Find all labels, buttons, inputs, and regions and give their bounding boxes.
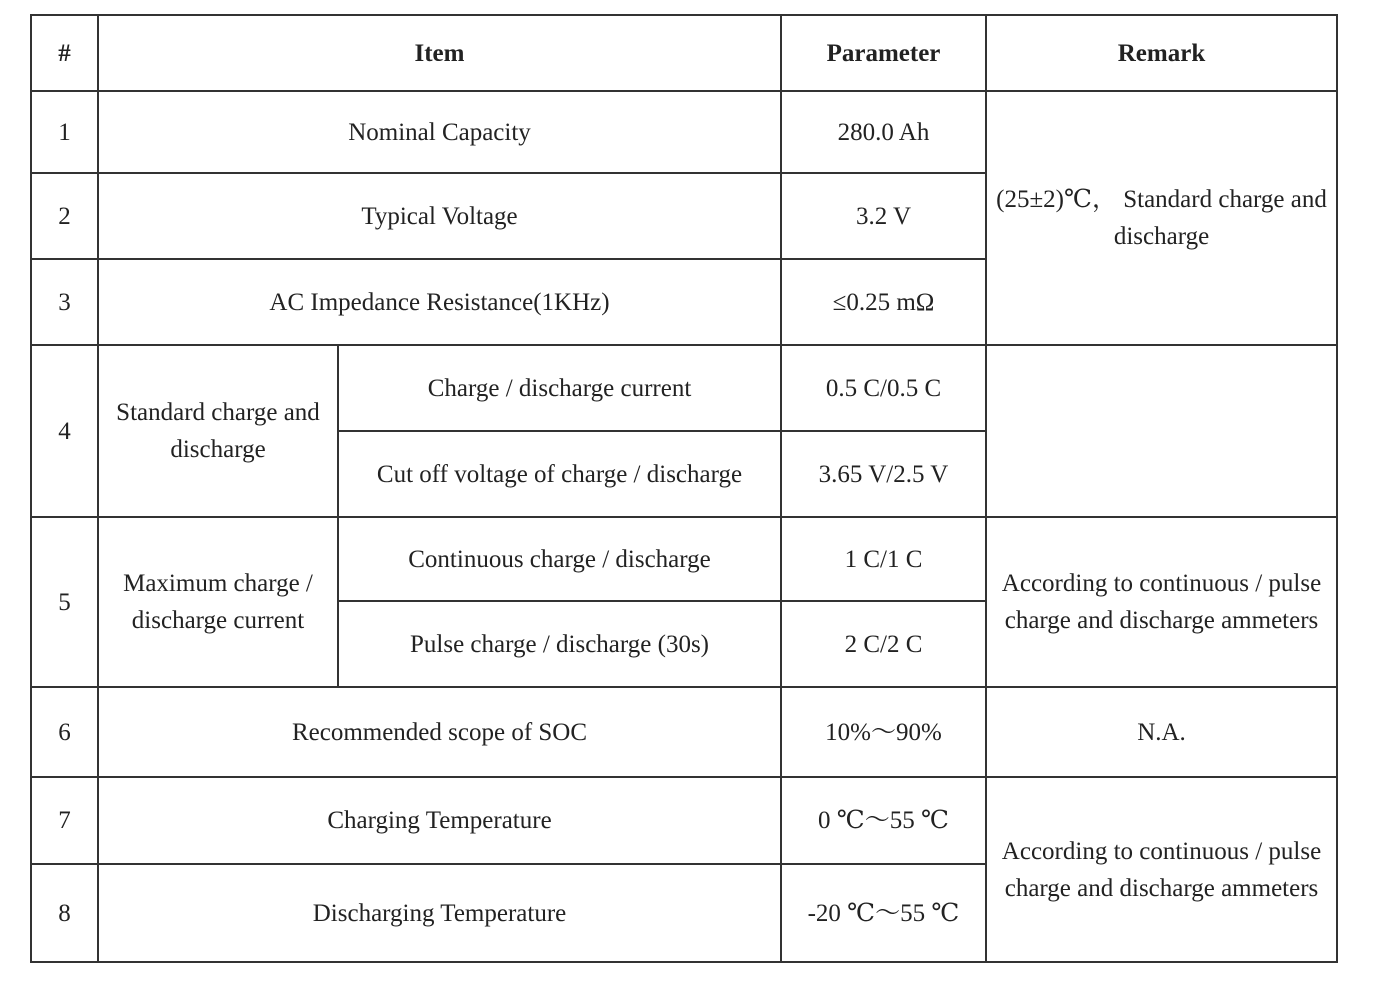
remark-rows-7-8: According to continuous / pulse charge and discharge ammeters [986,777,1337,962]
row-parameter: 0 ℃～55 ℃ [781,777,986,864]
row-parameter: 10%～90% [781,687,986,777]
row-item: Discharging Temperature [98,864,781,962]
remark-rows-1-3: (25±2)℃， Standard charge and discharge [986,91,1337,345]
table-row [31,517,1337,601]
row-subitem: Continuous charge / discharge [338,517,781,601]
row-parameter: 3.65 V/2.5 V [781,431,986,517]
row-parameter: -20 ℃～55 ℃ [781,864,986,962]
row-item: Typical Voltage [98,173,781,259]
table-row [31,687,1337,777]
remark-row-5: According to continuous / pulse charge and discharge ammeters [986,517,1337,687]
header-parameter: Parameter [781,15,986,91]
row-parameter: 1 C/1 C [781,517,986,601]
row-group: Maximum charge / discharge current [98,517,338,687]
row-item: AC Impedance Resistance(1KHz) [98,259,781,345]
specification-table [30,14,1338,963]
row-number: 6 [31,687,98,777]
row-parameter: 2 C/2 C [781,601,986,687]
row-number: 2 [31,173,98,259]
row-parameter: 0.5 C/0.5 C [781,345,986,431]
row-subitem: Cut off voltage of charge / discharge [338,431,781,517]
row-item: Charging Temperature [98,777,781,864]
row-subitem: Charge / discharge current [338,345,781,431]
header-item: Item [98,15,781,91]
row-number: 4 [31,345,98,517]
row-group: Standard charge and discharge [98,345,338,517]
row-parameter: ≤0.25 mΩ [781,259,986,345]
row-number: 1 [31,91,98,173]
row-number: 5 [31,517,98,687]
header-number: # [31,15,98,91]
table-header-row [31,15,1337,91]
table-row [31,91,1337,173]
row-number: 7 [31,777,98,864]
row-item: Recommended scope of SOC [98,687,781,777]
header-remark: Remark [986,15,1337,91]
table-row [31,345,1337,431]
row-number: 3 [31,259,98,345]
row-item: Nominal Capacity [98,91,781,173]
row-number: 8 [31,864,98,962]
row-subitem: Pulse charge / discharge (30s) [338,601,781,687]
row-parameter: 3.2 V [781,173,986,259]
row-parameter: 280.0 Ah [781,91,986,173]
remark-row-4 [986,345,1337,517]
remark-row-6: N.A. [986,687,1337,777]
table-row [31,777,1337,864]
